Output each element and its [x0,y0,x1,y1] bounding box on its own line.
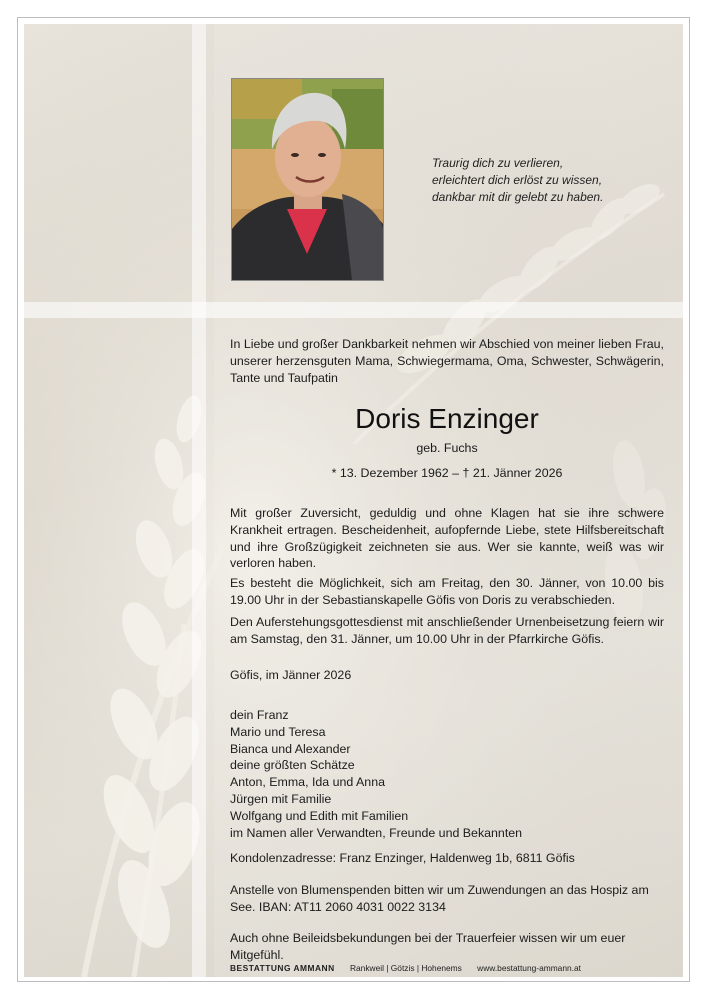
quote-line: dankbar mit dir gelebt zu haben. [432,190,604,204]
family-member: Wolfgang und Edith mit Familien [230,808,409,823]
family-member: im Namen aller Verwandten, Freunde und Bekannten [230,825,523,840]
footer-spacer [467,963,472,973]
family-member: Anton, Emma, Ida und Anna [230,775,385,790]
closing-note: Auch ohne Beileidsbekundungen bei der Trauerfeier wissen wir um euer Mitgefühl. [230,931,626,962]
place-date: Göfis, im Jänner 2026 [230,668,352,682]
family-member: dein Franz [230,708,289,722]
family-member: Bianca und Alexander [230,741,351,756]
portrait-photo [231,78,384,281]
funeral-home-brand: BESTATTUNG AMMANN [230,963,335,973]
intro-text: In Liebe und großer Dankbarkeit nehmen wir Abschied von meiner lieben Frau, unserer herzensguten Mama, Schwiegermama, Oma, Schwester, Schwägerin, Tante und Taufpatin [230,337,664,385]
cross-vertical-bar [192,24,206,977]
deceased-name: Doris Enzinger [355,403,539,434]
paragraph-farewell: Es besteht die Möglichkeit, sich am Freitag, den 30. Jänner, von 10.00 bis 19.00 Uhr in der Sebastianskapelle Göfis von Doris zu verabschieden. [230,576,664,607]
birth-name: geb. Fuchs [416,441,478,455]
life-dates: * 13. Dezember 1962 – † 21. Jänner 2026 [331,466,563,480]
paragraph-service: Den Auferstehungsgottesdienst mit anschließender Urnenbeisetzung feiern wir am Samstag, den 31. Jänner, um 10.00 Uhr in der Pfarrkirche Göfis. [230,615,664,646]
family-member: Jürgen mit Familie [230,791,332,806]
paragraph-tribute: Mit großer Zuversicht, geduldig und ohne Klagen hat sie ihre schwere Krankheit ertragen. Bescheidenheit, aufopfernde Liebe, stete Hilfsbereitschaft und ihre Großzügigkeit zeichneten sie aus. Wer sie kannte, weiß was wir verloren haben. [230,506,664,571]
cross-horizontal-bar [24,302,683,318]
funeral-home-footer [230,963,581,973]
quote-line: Traurig dich zu verlieren, [432,156,564,170]
funeral-home-locations: Rankweil | Götzis | Hohenems [349,963,462,973]
condolence-address: Kondolenzadresse: Franz Enzinger, Haldenweg 1b, 6811 Göfis [230,851,575,865]
funeral-home-website[interactable]: www.bestattung-ammann.at [477,963,581,973]
donation-note: Anstelle von Blumenspenden bitten wir um Zuwendungen an das Hospiz am See. IBAN: AT11 2060 4031 0022 3134 [230,883,649,914]
family-list [230,707,664,841]
family-member: Mario und Teresa [230,724,326,739]
quote-line: erleichtert dich erlöst zu wissen, [432,173,603,187]
family-member: deine größten Schätze [230,758,355,773]
memorial-quote [432,155,662,206]
footer-spacer [340,963,345,973]
portrait-illustration [232,79,383,280]
